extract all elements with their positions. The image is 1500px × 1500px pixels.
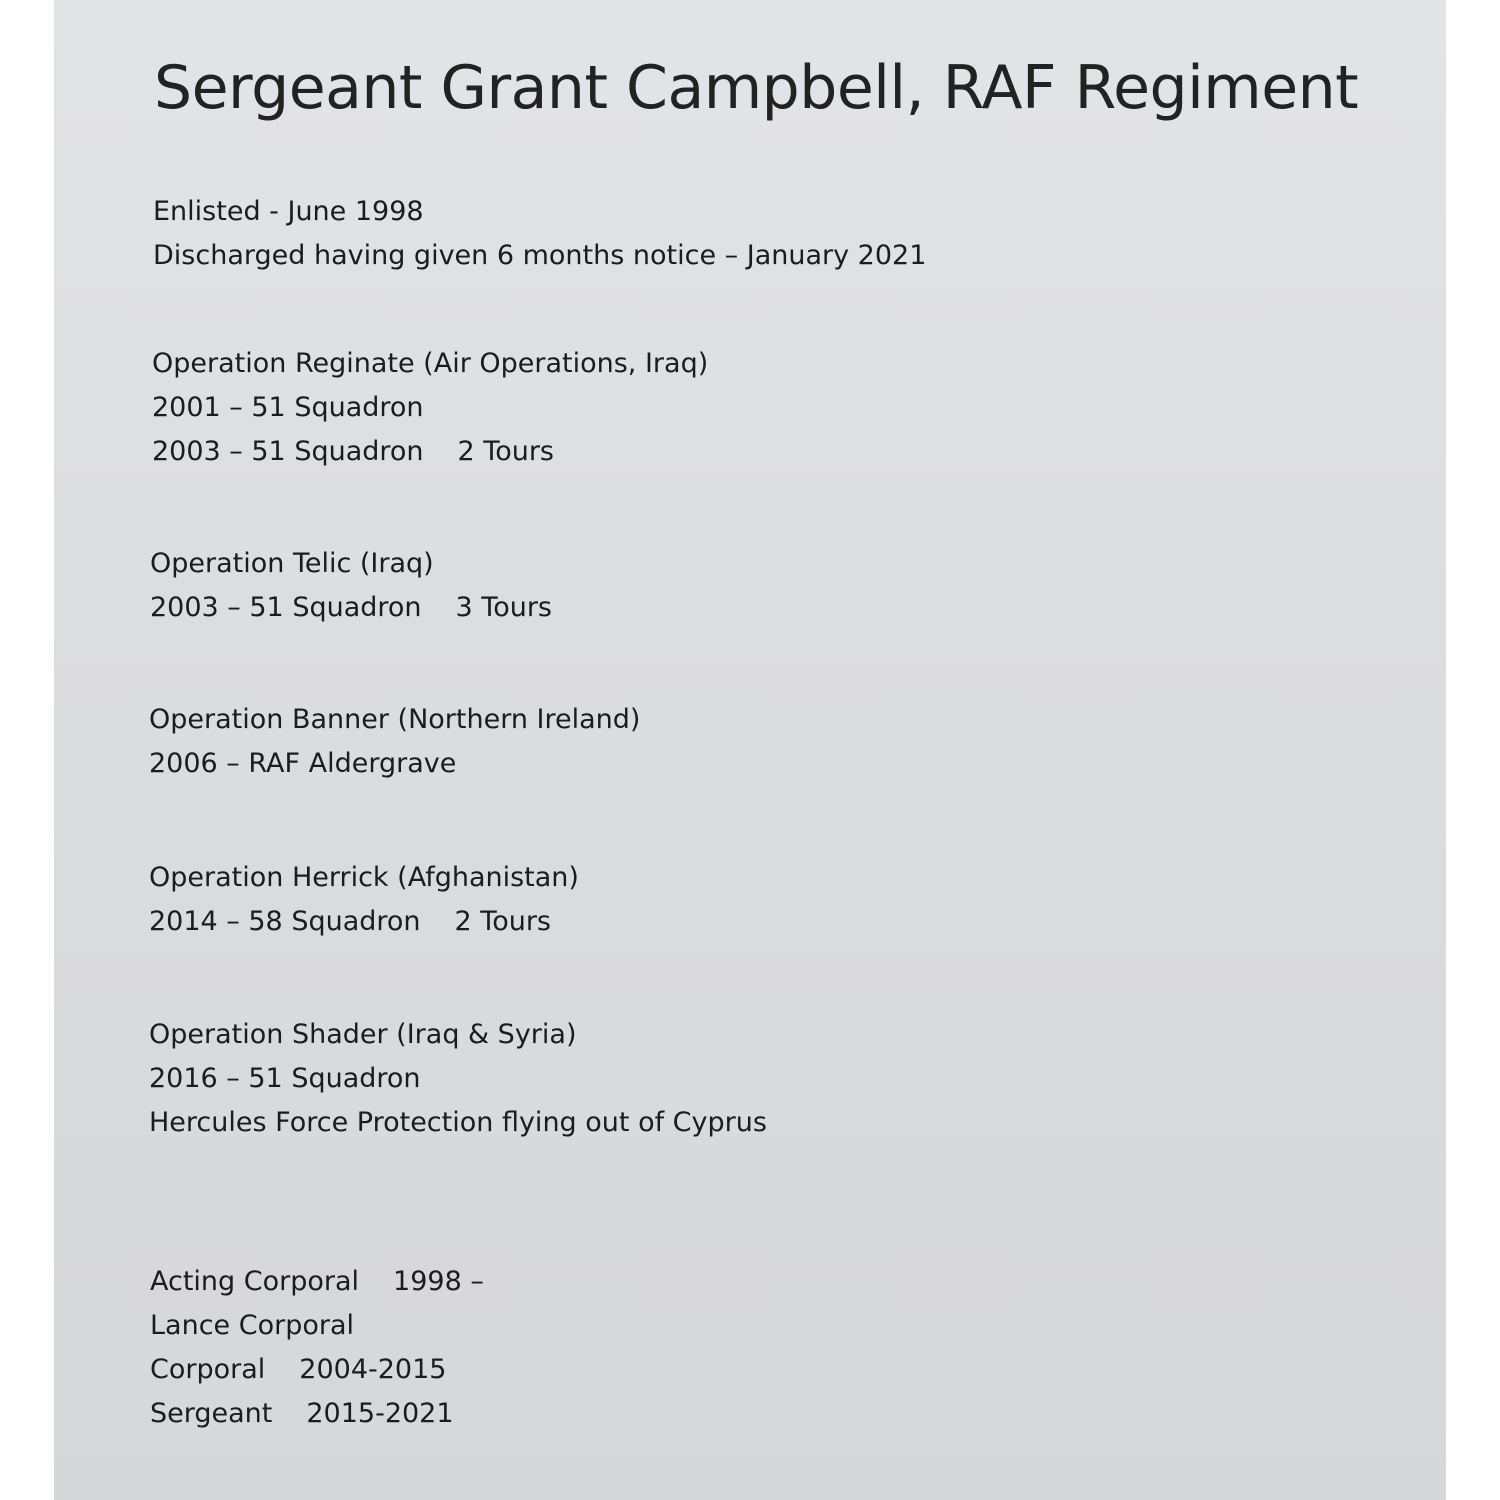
rank-years: 2015-2021 bbox=[306, 1398, 454, 1429]
operation-heading: Operation Shader (Iraq & Syria) bbox=[149, 1019, 577, 1050]
operation-entry bbox=[149, 1057, 767, 1101]
operation-shader bbox=[149, 1013, 767, 1145]
operation-telic bbox=[150, 542, 552, 630]
entry-note: 3 Tours bbox=[455, 592, 552, 623]
discharged-line: Discharged having given 6 months notice – January 2021 bbox=[153, 240, 927, 271]
operation-entry bbox=[149, 1101, 767, 1145]
document-title: Sergeant Grant Campbell, RAF Regiment bbox=[154, 53, 1359, 123]
document-page bbox=[54, 0, 1446, 1500]
operation-heading: Operation Telic (Iraq) bbox=[150, 548, 434, 579]
rank-history bbox=[150, 1260, 484, 1436]
entry-text: 2014 – 58 Squadron bbox=[149, 906, 421, 937]
entry-text: 2001 – 51 Squadron bbox=[152, 392, 424, 423]
operation-reginate bbox=[152, 342, 708, 474]
entry-text: 2003 – 51 Squadron bbox=[152, 436, 424, 467]
entry-note: 2 Tours bbox=[457, 436, 554, 467]
rank-name: Acting Corporal bbox=[150, 1266, 360, 1297]
rank-line bbox=[150, 1260, 484, 1304]
rank-name: Corporal bbox=[150, 1354, 266, 1385]
operation-entry bbox=[152, 386, 708, 430]
entry-text: Hercules Force Protection flying out of Cyprus bbox=[149, 1107, 767, 1138]
operation-entry bbox=[150, 586, 552, 630]
operation-entry bbox=[149, 742, 640, 786]
entry-text: 2003 – 51 Squadron bbox=[150, 592, 422, 623]
operation-heading: Operation Reginate (Air Operations, Iraq) bbox=[152, 348, 709, 379]
operation-heading: Operation Herrick (Afghanistan) bbox=[149, 862, 579, 893]
rank-name: Sergeant bbox=[150, 1398, 273, 1429]
operation-herrick bbox=[149, 856, 579, 944]
enlisted-line: Enlisted - June 1998 bbox=[153, 196, 424, 227]
rank-years: 2004-2015 bbox=[299, 1354, 447, 1385]
operation-heading: Operation Banner (Northern Ireland) bbox=[149, 704, 641, 735]
operation-entry bbox=[152, 430, 708, 474]
service-dates bbox=[153, 190, 926, 278]
rank-line bbox=[150, 1392, 484, 1436]
entry-text: 2016 – 51 Squadron bbox=[149, 1063, 421, 1094]
operation-entry bbox=[149, 900, 579, 944]
entry-text: 2006 – RAF Aldergrave bbox=[149, 748, 457, 779]
operation-banner bbox=[149, 698, 640, 786]
rank-name: Lance Corporal bbox=[150, 1310, 355, 1341]
rank-years: 1998 – bbox=[393, 1266, 484, 1297]
rank-line bbox=[150, 1304, 484, 1348]
entry-note: 2 Tours bbox=[454, 906, 551, 937]
rank-line bbox=[150, 1348, 484, 1392]
